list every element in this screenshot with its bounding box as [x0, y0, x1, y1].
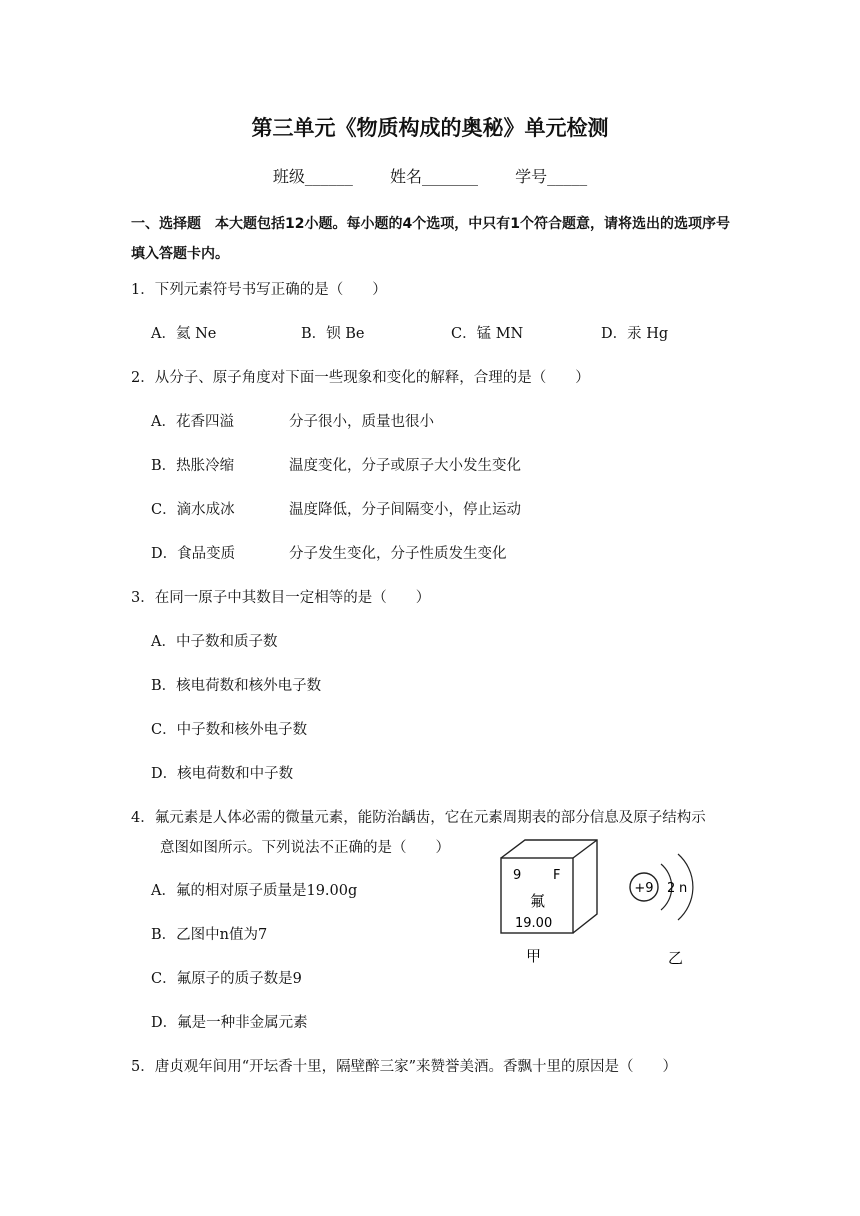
- section-heading: 一、选择题 本大题包括12小题。每小题的4个选项，中只有1个符合题意，请将选出的选项序号填入答题卡内。: [131, 216, 730, 262]
- class-field[interactable]: 班级______: [272, 167, 353, 186]
- q1-option-c[interactable]: C．锰 MN: [451, 326, 524, 342]
- q4-option-d[interactable]: D．氟是一种非金属元素: [151, 1015, 308, 1031]
- q4-option-b[interactable]: B．乙图中n值为7: [151, 927, 268, 943]
- question-1-stem: 1．下列元素符号书写正确的是（ ）: [131, 282, 387, 298]
- figure-label-a: 甲: [526, 947, 542, 965]
- student-info: [0, 164, 860, 187]
- shell-2-electrons: n: [679, 881, 688, 896]
- q4-option-c[interactable]: C．氟原子的质子数是9: [151, 971, 302, 987]
- option-label: A．花香四溢: [151, 414, 234, 430]
- q3-option-b[interactable]: B．核电荷数和核外电子数: [151, 678, 322, 694]
- q2-option-d[interactable]: [151, 542, 507, 563]
- q3-option-c[interactable]: C．中子数和核外电子数: [151, 722, 308, 738]
- option-label: B．热胀冷缩: [151, 458, 235, 474]
- q2-option-b[interactable]: [151, 454, 521, 475]
- element-name: 氟: [530, 892, 546, 910]
- option-label: D．食品变质: [151, 546, 236, 562]
- option-explanation: 分子发生变化，分子性质发生变化: [289, 546, 507, 562]
- q3-option-d[interactable]: D．核电荷数和中子数: [151, 766, 294, 782]
- id-field[interactable]: 学号_____: [515, 167, 588, 186]
- q3-option-a[interactable]: A．中子数和质子数: [151, 634, 278, 650]
- q1-option-b[interactable]: B．钡 Be: [301, 326, 365, 342]
- question-4-figure: [495, 830, 705, 970]
- question-5-stem: 5．唐贞观年间用“开坛香十里，隔壁醉三家”来赞誉美酒。香飘十里的原因是（ ）: [131, 1059, 678, 1075]
- atomic-mass: 19.00: [515, 916, 553, 931]
- q2-option-a[interactable]: [151, 410, 434, 431]
- option-explanation: 分子很小，质量也很小: [289, 414, 434, 430]
- option-label: C．滴水成冰: [151, 502, 235, 518]
- figure-label-b: 乙: [668, 949, 684, 967]
- question-4-stem-continued: 意图如图所示。下列说法不正确的是（ ）: [160, 840, 450, 856]
- shell-1-electrons: 2: [667, 881, 676, 896]
- question-3-stem: 3．在同一原子中其数目一定相等的是（ ）: [131, 590, 431, 606]
- atomic-number: 9: [513, 868, 522, 883]
- question-1-options: [151, 322, 751, 343]
- question-2-stem: 2．从分子、原子角度对下面一些现象和变化的解释，合理的是（ ）: [131, 370, 590, 386]
- q1-option-d[interactable]: D．汞 Hg: [601, 326, 669, 342]
- element-symbol: F: [553, 868, 561, 883]
- name-field[interactable]: 姓名_______: [389, 167, 478, 186]
- q4-option-a[interactable]: A．氟的相对原子质量是19.00g: [151, 883, 358, 899]
- nucleus-charge: +9: [634, 881, 654, 896]
- q1-option-a[interactable]: A．氦 Ne: [151, 326, 217, 342]
- option-explanation: 温度变化，分子或原子大小发生变化: [289, 458, 521, 474]
- question-4-stem: 4．氟元素是人体必需的微量元素，能防治龋齿，它在元素周期表的部分信息及原子结构示: [131, 810, 706, 826]
- atom-structure-diagram: [630, 854, 693, 920]
- page-title: 第三单元《物质构成的奥秘》单元检测: [251, 116, 609, 140]
- q2-option-c[interactable]: [151, 498, 521, 519]
- option-explanation: 温度降低，分子间隔变小，停止运动: [289, 502, 521, 518]
